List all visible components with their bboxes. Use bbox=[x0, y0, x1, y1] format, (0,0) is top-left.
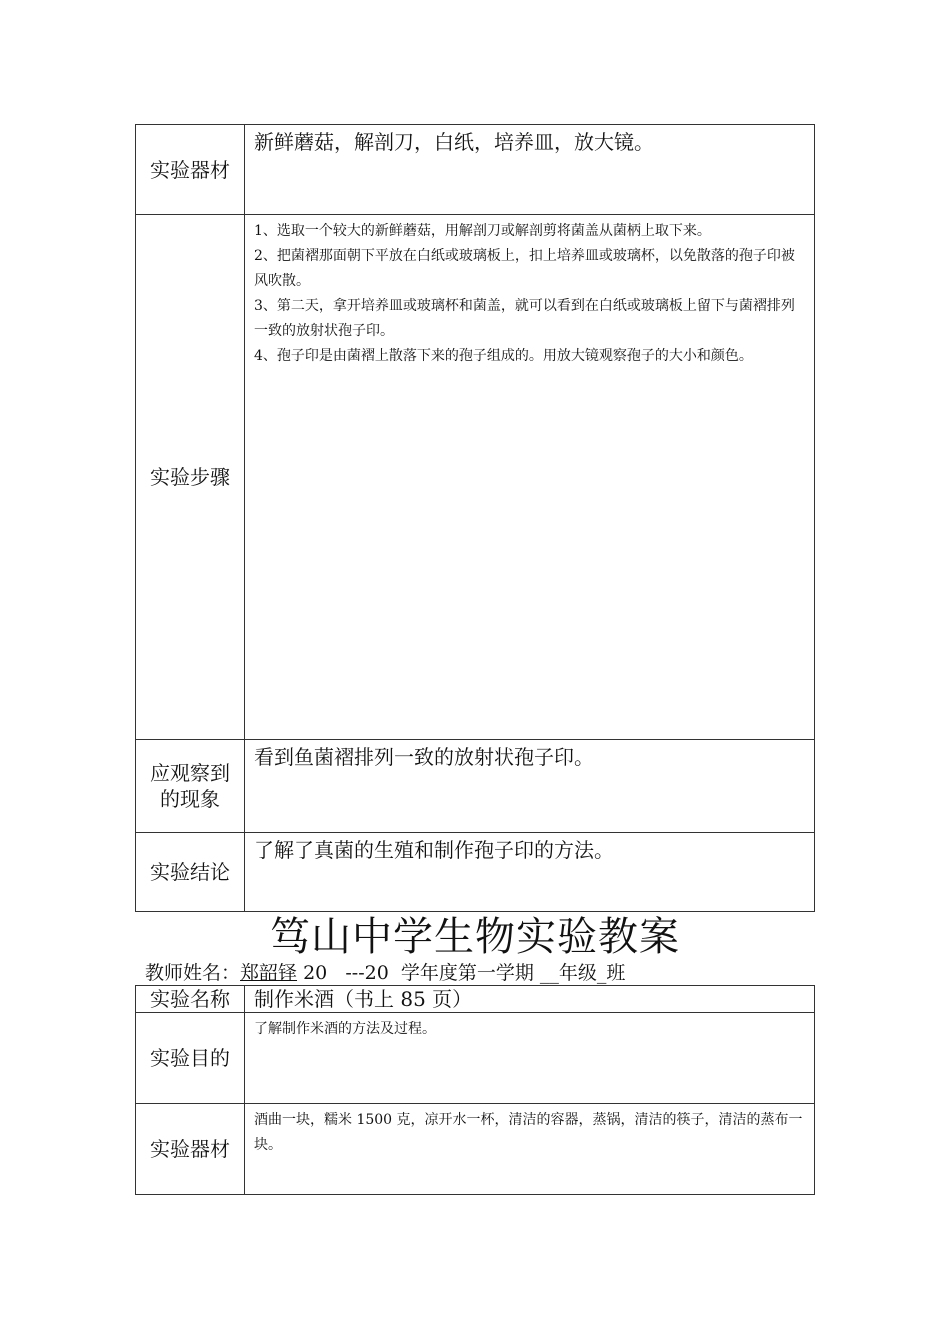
teacher-line bbox=[145, 961, 625, 985]
steps-label: 实验步骤 bbox=[136, 215, 245, 740]
phenomenon-label bbox=[136, 740, 245, 833]
step-item: 1、选取一个较大的新鲜蘑菇，用解剖刀或解剖剪将菌盖从菌柄上取下来。 bbox=[254, 223, 711, 239]
phenomenon-text: 看到鱼菌褶排列一致的放射状孢子印。 bbox=[245, 740, 815, 833]
purpose-text: 了解制作米酒的方法及过程。 bbox=[245, 1013, 815, 1104]
lesson-name-label: 实验名称 bbox=[136, 986, 245, 1013]
materials-label: 实验器材 bbox=[136, 125, 245, 215]
materials-text-2: 酒曲一块，糯米 1500 克，凉开水一杯，清洁的容器，蒸锅，清洁的筷子，清洁的蒸布一块。 bbox=[245, 1104, 815, 1195]
phenomenon-label-line1: 应观察到 bbox=[150, 761, 230, 785]
teacher-rest: 20 ---20 学年度第一学期 __年级_班 bbox=[297, 962, 626, 984]
steps-list bbox=[245, 215, 815, 740]
lesson-name-text: 制作米酒（书上 85 页） bbox=[245, 986, 815, 1013]
conclusion-label: 实验结论 bbox=[136, 833, 245, 912]
lesson1-table bbox=[135, 124, 815, 912]
teacher-name: 郑韶铎 bbox=[240, 962, 298, 984]
step-item: 4、孢子印是由菌褶上散落下来的孢子组成的。用放大镜观察孢子的大小和颜色。 bbox=[254, 348, 753, 364]
conclusion-text: 了解了真菌的生殖和制作孢子印的方法。 bbox=[245, 833, 815, 912]
materials-label-2: 实验器材 bbox=[136, 1104, 245, 1195]
phenomenon-label-line2: 的现象 bbox=[160, 787, 220, 811]
doc-title: 笃山中学生物实验教案 bbox=[270, 914, 680, 960]
lesson2-table bbox=[135, 985, 815, 1195]
teacher-prefix: 教师姓名： bbox=[145, 962, 241, 984]
purpose-label: 实验目的 bbox=[136, 1013, 245, 1104]
step-item: 3、第二天，拿开培养皿或玻璃杯和菌盖，就可以看到在白纸或玻璃板上留下与菌褶排列一致的放射状孢子印。 bbox=[254, 298, 795, 339]
step-item: 2、把菌褶那面朝下平放在白纸或玻璃板上，扣上培养皿或玻璃杯，以免散落的孢子印被风吹散。 bbox=[254, 248, 795, 289]
materials-text: 新鲜蘑菇，解剖刀，白纸，培养皿，放大镜。 bbox=[245, 125, 815, 215]
